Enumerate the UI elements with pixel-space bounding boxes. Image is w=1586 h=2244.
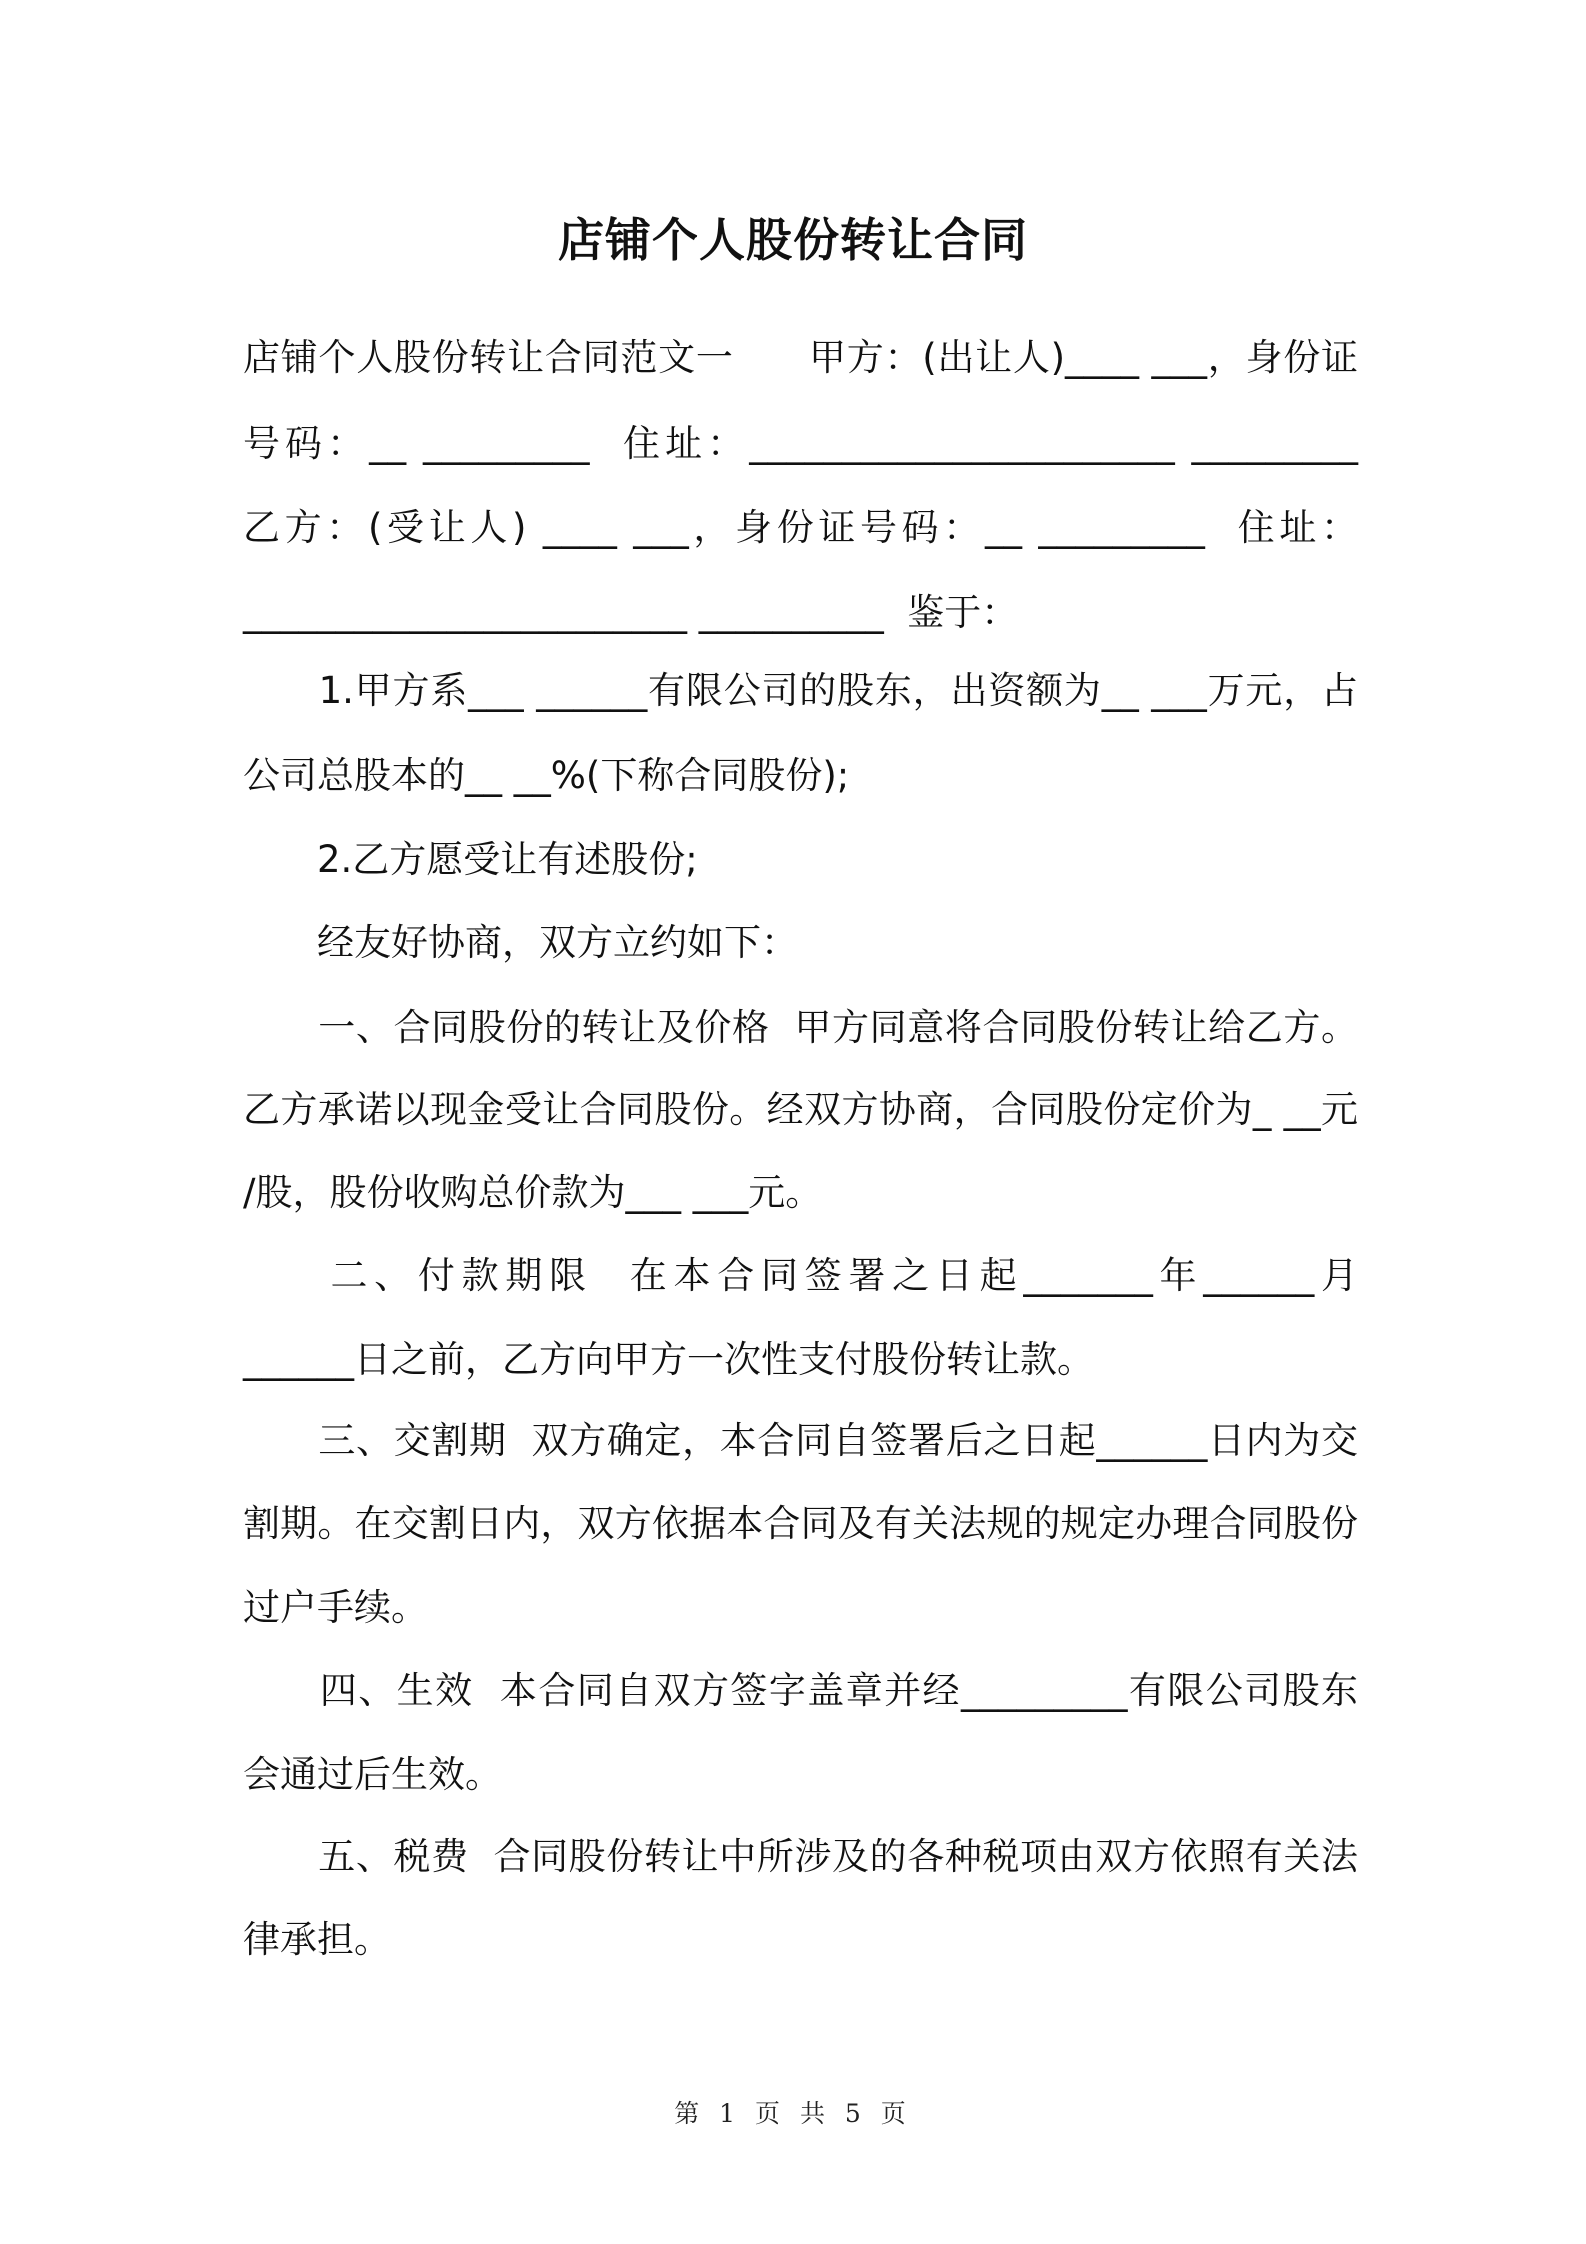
text-line: 四、生效 本合同自双方签字盖章并经_________有限公司股东	[243, 1669, 1358, 1712]
text-line: 律承担。	[243, 1918, 391, 1961]
text-line: 三、交割期 双方确定，本合同自签署后之日起______日内为交	[243, 1419, 1358, 1462]
text-line: ________________________ __________ 鉴于：	[243, 591, 1019, 634]
document-title: 店铺个人股份转让合同	[558, 213, 1028, 267]
text-line: 五、税费 合同股份转让中所涉及的各种税项由双方依照有关法	[243, 1835, 1358, 1878]
text-line: 店铺个人股份转让合同范文一 甲方：(出让人)____ ___，身份证	[243, 336, 1358, 379]
text-line: 乙方承诺以现金受让合同股份。经双方协商，合同股份定价为_ __元	[243, 1088, 1358, 1131]
text-line: 2.乙方愿受让有述股份;	[243, 838, 698, 881]
text-line: 乙方：(受让人) ____ ___，身份证号码：__ _________ 住址：	[243, 506, 1358, 549]
text-line: 过户手续。	[243, 1586, 428, 1629]
text-line: 会通过后生效。	[243, 1753, 502, 1796]
text-line: ______日之前，乙方向甲方一次性支付股份转让款。	[243, 1338, 1094, 1381]
text-line: 一、合同股份的转让及价格 甲方同意将合同股份转让给乙方。	[243, 1006, 1358, 1049]
text-line: 1.甲方系___ ______有限公司的股东，出资额为__ ___万元，占	[243, 669, 1358, 712]
text-line: 公司总股本的__ __%(下称合同股份);	[243, 754, 850, 797]
text-line: 割期。在交割日内，双方依据本合同及有关法规的规定办理合同股份	[243, 1502, 1358, 1545]
page-number-footer: 第 1 页 共 5 页	[674, 2099, 912, 2128]
text-line: 号码：__ _________ 住址：_______________________ _________	[243, 422, 1358, 465]
text-line: /股，股份收购总价款为___ ___元。	[243, 1171, 823, 1214]
text-line: 二、付款期限 在本合同签署之日起_______年______月	[243, 1254, 1358, 1297]
text-line: 经友好协商，双方立约如下：	[243, 921, 798, 964]
